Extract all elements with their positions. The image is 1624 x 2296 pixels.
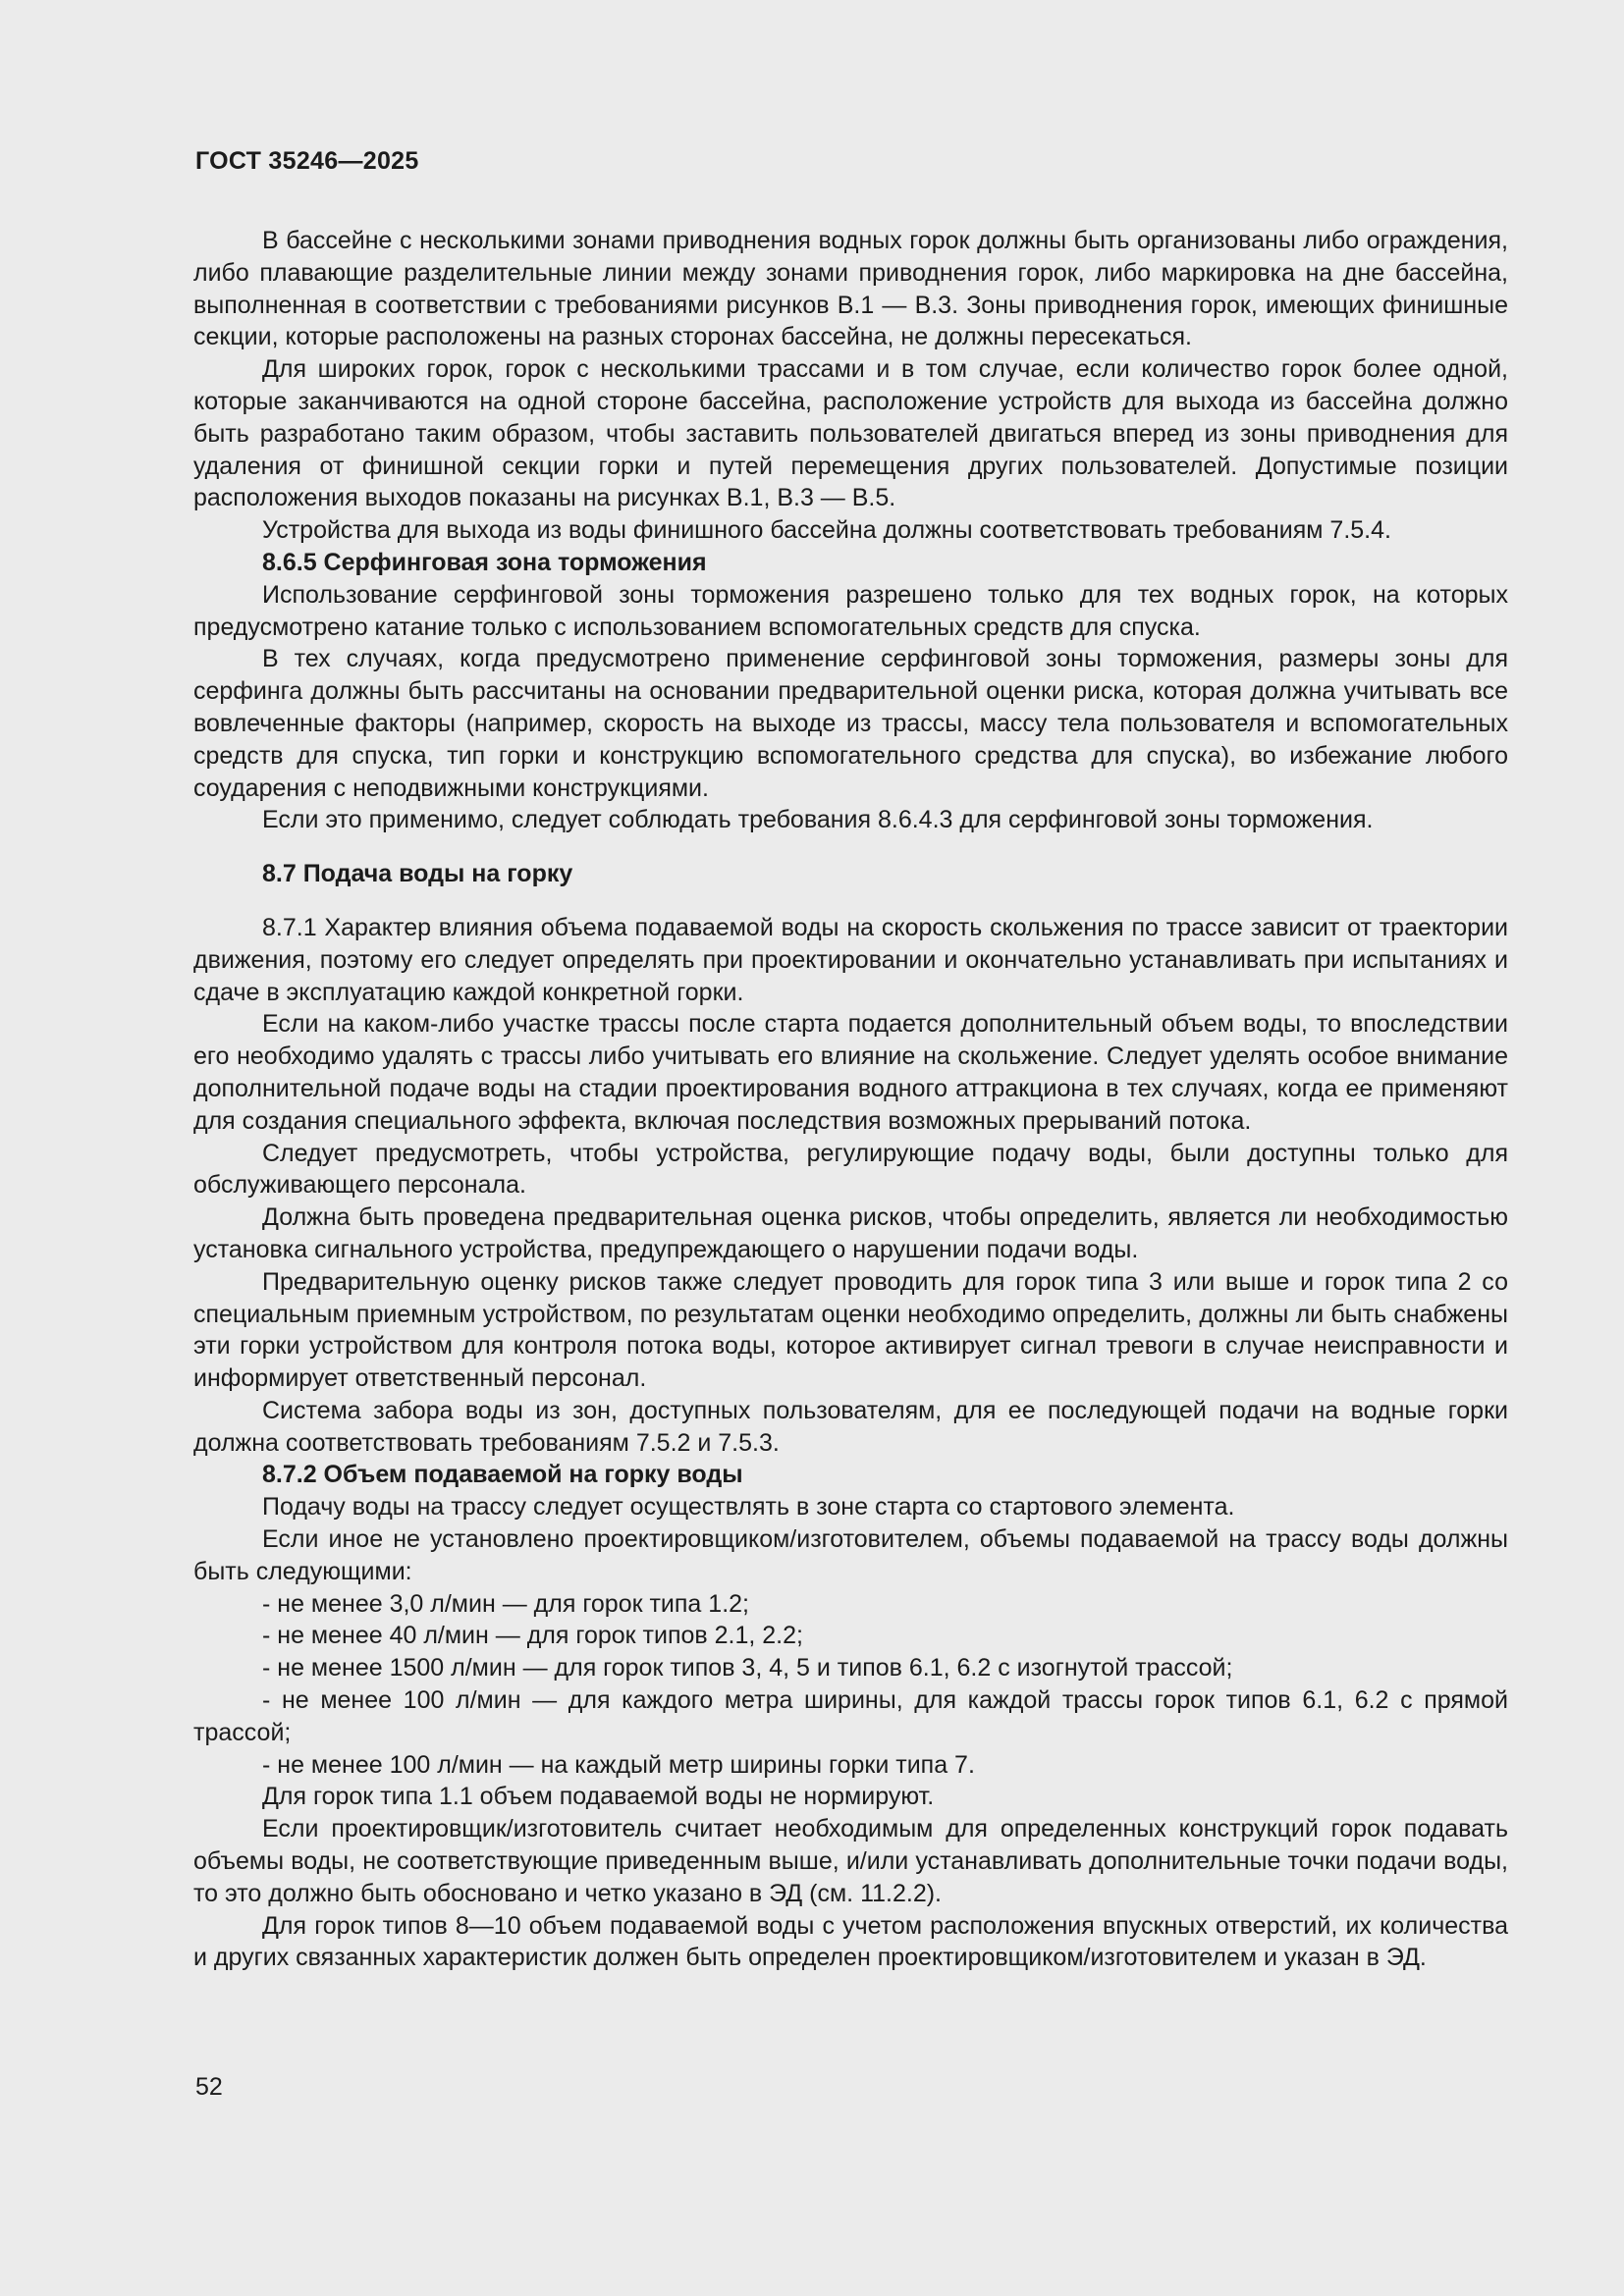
paragraph: Если проектировщик/изготовитель считает необходимым для определенных конструкций горок подавать объемы воды, не соответствующие приведенным выше, и/или устанавливать дополнительные точки подачи воды, то это должно быть обосновано и четко указано в ЭД (см. 11.2.2). xyxy=(193,1815,1508,1907)
section-heading: 8.6.5 Серфинговая зона торможения xyxy=(262,548,707,576)
paragraph: Следует предусмотреть, чтобы устройства, регулирующие подачу воды, были доступны только для обслуживающего персонала. xyxy=(193,1139,1508,1200)
list-item: - не менее 100 л/мин — для каждого метра ширины, для каждой трассы горок типов 6.1, 6.2 с прямой трассой; xyxy=(193,1686,1508,1746)
paragraph: В бассейне с несколькими зонами приводнения водных горок должны быть организованы либо ограждения, либо плавающие разделительные линии между зонами приводнения горок, либо маркировка на дне бассейна, выполненная в соответствии с требованиями рисунков В.1 — В.3. Зоны приводнения горок, имеющих финишные секции, которые расположены на разных сторонах бассейна, не должны пересекаться. xyxy=(193,227,1508,351)
paragraph: Устройства для выхода из воды финишного бассейна должны соответствовать требованиям 7.5.4. xyxy=(262,516,1391,545)
document-header: ГОСТ 35246—2025 xyxy=(195,147,419,175)
list-item: - не менее 40 л/мин — для горок типов 2.1, 2.2; xyxy=(262,1622,803,1650)
paragraph: Подачу воды на трассу следует осуществлять в зоне старта со стартового элемента. xyxy=(262,1493,1235,1522)
paragraph: Если иное не установлено проектировщиком/изготовителем, объемы подаваемой на трассу воды должны быть следующими: xyxy=(193,1525,1508,1585)
paragraph: Для широких горок, горок с несколькими трассами и в том случае, если количество горок более одной, которые заканчиваются на одной стороне бассейна, расположение устройств для выхода из бассейна должно быть разработано таким образом, чтобы заставить пользователей двигаться вперед из зоны приводнения для удаления от финишной секции горки и путей перемещения других пользователей. Допустимые позиции расположения выходов показаны на рисунках В.1, В.3 — В.5. xyxy=(193,355,1508,512)
document-body xyxy=(193,225,1508,1974)
section-heading: 8.7 Подача воды на горку xyxy=(262,860,573,888)
paragraph: Для горок типов 8—10 объем подаваемой воды с учетом расположения впускных отверстий, их количества и других связанных характеристик должен быть определен проектировщиком/изготовителем и указан в ЭД. xyxy=(193,1911,1508,1972)
paragraph: В тех случаях, когда предусмотрено применение серфинговой зоны торможения, размеры зоны для серфинга должны быть рассчитаны на основании предварительной оценки риска, которая должна учитывать все вовлеченные факторы (например, скорость на выходе из трассы, массу тела пользователя и вспомогательных средств для спуска, тип горки и конструкцию вспомогательного средства для спуска), во избежание любого соударения с неподвижными конструкциями. xyxy=(193,645,1508,802)
list-item: - не менее 3,0 л/мин — для горок типа 1.2; xyxy=(262,1589,749,1618)
paragraph: 8.7.1 Характер влияния объема подаваемой воды на скорость скольжения по трассе зависит от траектории движения, поэтому его следует определять при проектировании и окончательно устанавливать при испытаниях и сдаче в эксплуатацию каждой конкретной горки. xyxy=(193,913,1508,1006)
paragraph: Предварительную оценку рисков также следует проводить для горок типа 3 или выше и горок типа 2 со специальным приемным устройством, по результатам оценки необходимо определить, должны ли быть снабжены эти горки устройством для контроля потока воды, которое активирует сигнал тревоги в случае неисправности и информирует ответственный персонал. xyxy=(193,1267,1508,1393)
paragraph: Если на каком-либо участке трассы после старта подается дополнительный объем воды, то впоследствии его необходимо удалять с трассы либо учитывать его влияние на скольжение. Следует уделять особое внимание дополнительной подаче воды на стадии проектирования водного аттракциона в тех случаях, когда ее применяют для создания специального эффекта, включая последствия возможных прерываний потока. xyxy=(193,1010,1508,1135)
paragraph: Использование серфинговой зоны торможения разрешено только для тех водных горок, на которых предусмотрено катание только с использованием вспомогательных средств для спуска. xyxy=(193,580,1508,641)
page-number: 52 xyxy=(195,2073,223,2101)
list-item: - не менее 1500 л/мин — для горок типов 3, 4, 5 и типов 6.1, 6.2 с изогнутой трассой; xyxy=(262,1654,1233,1682)
paragraph: Для горок типа 1.1 объем подаваемой воды не нормируют. xyxy=(262,1783,935,1811)
section-heading: 8.7.2 Объем подаваемой на горку воды xyxy=(262,1461,743,1489)
paragraph: Должна быть проведена предварительная оценка рисков, чтобы определить, является ли необходимостью установка сигнального устройства, предупреждающего о нарушении подачи воды. xyxy=(193,1203,1508,1263)
list-item: - не менее 100 л/мин — на каждый метр ширины горки типа 7. xyxy=(262,1750,975,1779)
paragraph: Система забора воды из зон, доступных пользователям, для ее последующей подачи на водные горки должна соответствовать требованиям 7.5.2 и 7.5.3. xyxy=(193,1396,1508,1457)
paragraph: Если это применимо, следует соблюдать требования 8.6.4.3 для серфинговой зоны торможения. xyxy=(262,806,1374,834)
